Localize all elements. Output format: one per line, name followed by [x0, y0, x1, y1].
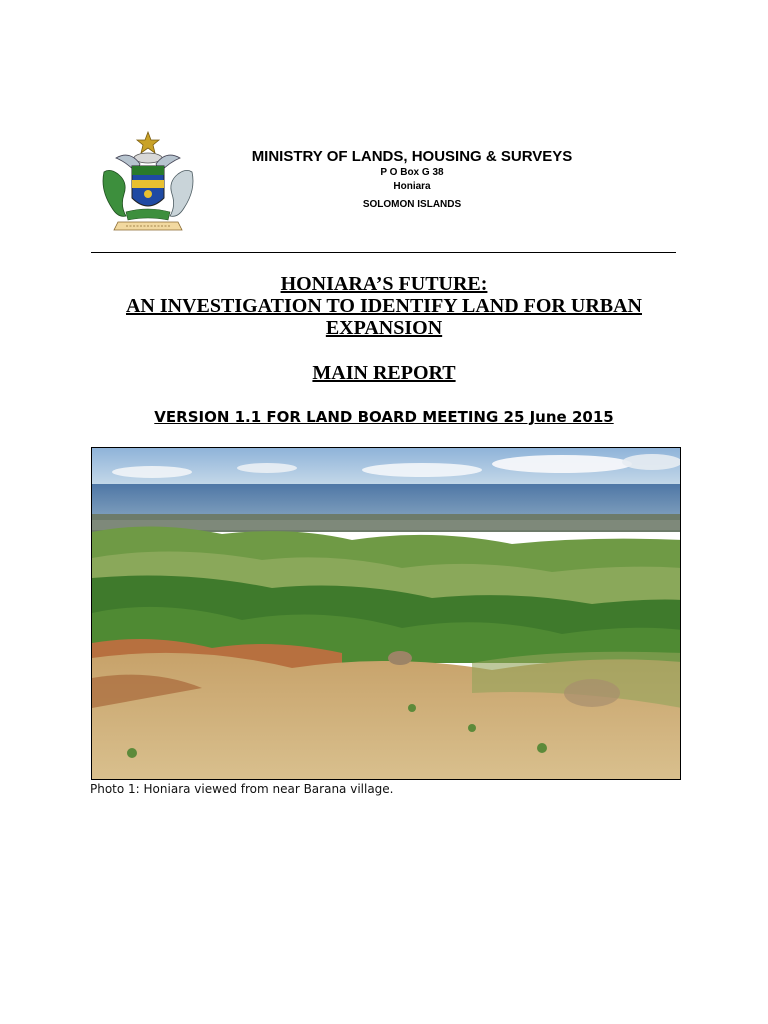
divider-line: [91, 252, 676, 253]
po-box: P O Box G 38: [380, 167, 444, 178]
landscape-photo: [91, 447, 681, 780]
title-line-2: AN INVESTIGATION TO IDENTIFY LAND FOR URBAN: [125, 295, 642, 317]
version-line: VERSION 1.1 FOR LAND BOARD MEETING 25 June 2015: [154, 408, 614, 426]
photo-caption: Photo 1: Honiara viewed from near Barana village.: [90, 782, 394, 796]
title-line-1: HONIARA’S FUTURE:: [280, 273, 488, 295]
city: Honiara: [393, 181, 431, 192]
coat-of-arms-icon: [96, 128, 200, 234]
ministry-name: MINISTRY OF LANDS, HOUSING & SURVEYS: [251, 148, 573, 165]
country: SOLOMON ISLANDS: [362, 199, 462, 210]
title-line-3: EXPANSION: [325, 317, 443, 339]
report-subtitle: MAIN REPORT: [312, 362, 456, 384]
